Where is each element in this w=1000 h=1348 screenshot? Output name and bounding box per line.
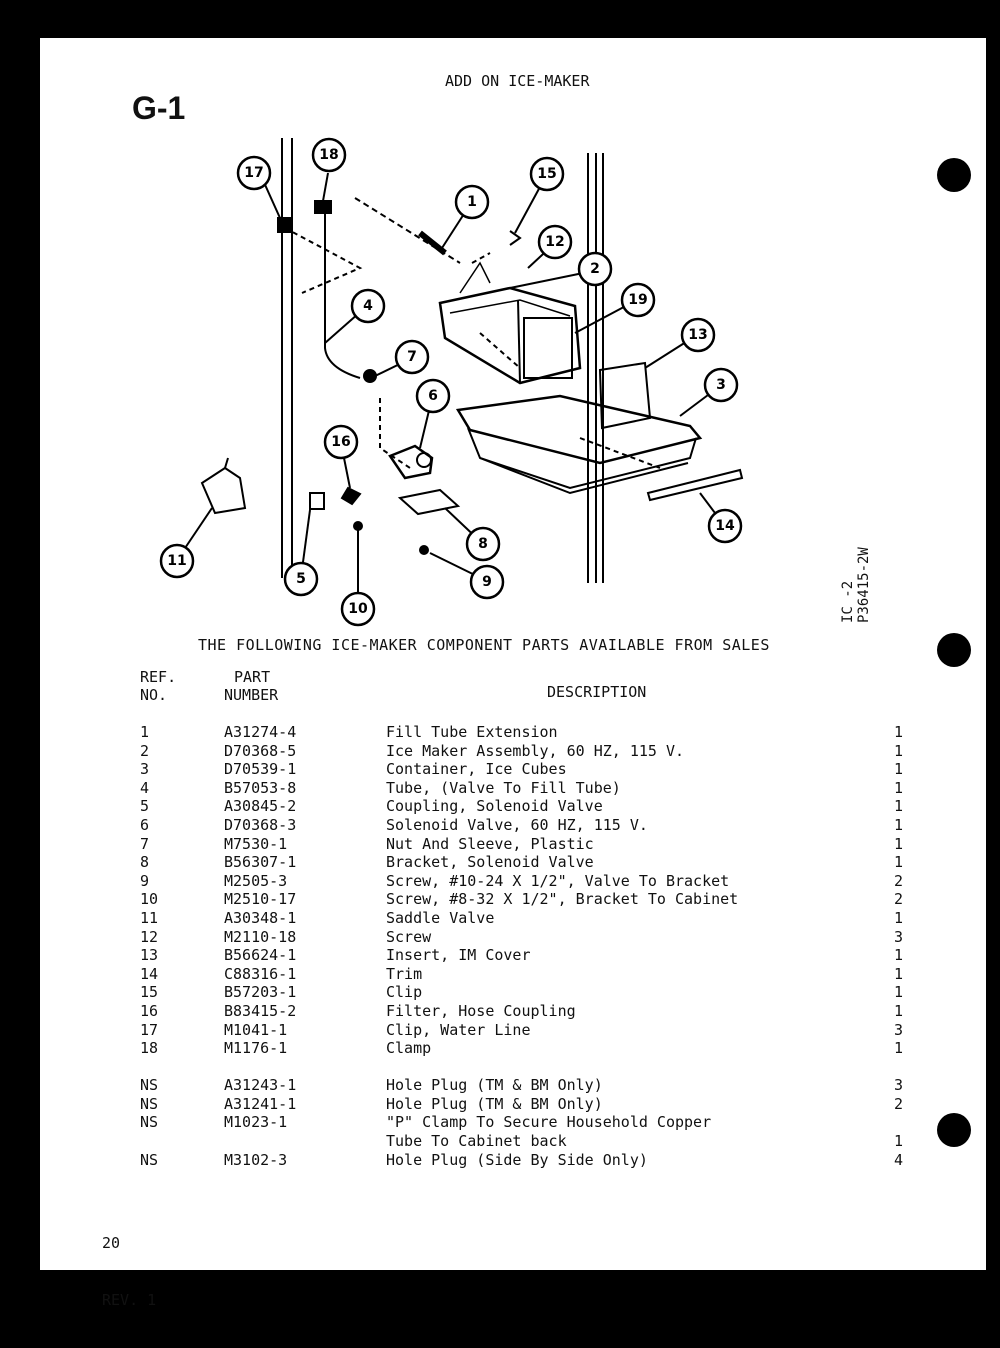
binder-hole-middle: [937, 633, 971, 667]
ref-cell: 2: [140, 741, 150, 760]
part-number-cell: M3102-3: [224, 1150, 288, 1169]
table-row: [140, 723, 914, 742]
table-row-ns: [140, 1132, 914, 1151]
table-row: [140, 965, 914, 984]
ref-cell: 4: [140, 778, 150, 797]
part-number-cell: D70368-3: [224, 815, 297, 834]
description-cell: Solenoid Valve, 60 HZ, 115 V.: [386, 815, 648, 834]
callout-11: [161, 545, 193, 577]
svg-text:1: 1: [467, 194, 477, 210]
description-cell: Nut And Sleeve, Plastic: [386, 834, 594, 853]
header-ref-line1: REF.: [140, 668, 177, 686]
quantity-cell: 1: [894, 1001, 904, 1020]
callout-5: [285, 563, 317, 595]
part-number-cell: M2505-3: [224, 871, 288, 890]
table-row: [140, 1021, 914, 1040]
quantity-cell: 4: [894, 1150, 904, 1169]
description-cell: Clip: [386, 983, 423, 1002]
svg-text:2: 2: [590, 261, 600, 277]
part-number-cell: M2110-18: [224, 927, 297, 946]
svg-text:10: 10: [348, 601, 368, 617]
table-row: [140, 779, 914, 798]
part-number-cell: B57053-8: [224, 778, 297, 797]
description-cell: Clamp: [386, 1039, 432, 1058]
ref-cell: 7: [140, 834, 150, 853]
quantity-cell: 1: [894, 723, 904, 741]
quantity-cell: 2: [894, 1094, 904, 1113]
page-footer: [102, 1196, 156, 1348]
part-number-cell: A30845-2: [224, 797, 297, 816]
description-cell: Hole Plug (TM & BM Only): [386, 1094, 603, 1113]
callout-8: [467, 528, 499, 560]
quantity-cell: 1: [894, 908, 904, 927]
table-row: [140, 983, 914, 1002]
description-cell: Screw: [386, 927, 432, 946]
description-cell: Container, Ice Cubes: [386, 760, 567, 779]
ref-cell: [140, 1132, 224, 1151]
table-row-ns: [140, 1076, 914, 1095]
callout-9: [471, 566, 503, 598]
description-cell: Bracket, Solenoid Valve: [386, 853, 594, 872]
callout-6: [417, 380, 449, 412]
quantity-cell: 1: [894, 797, 904, 816]
ref-cell: NS: [140, 1150, 159, 1169]
part-number-cell: D70539-1: [224, 760, 297, 779]
description-cell: Tube To Cabinet back: [386, 1132, 567, 1151]
part-number-cell: A31274-4: [224, 723, 297, 741]
callout-16: [325, 426, 357, 458]
callout-15: [531, 158, 563, 190]
part-number-cell: D70368-5: [224, 741, 297, 760]
ref-cell: 9: [140, 871, 150, 890]
side-code-line-1: IC -2: [840, 580, 856, 623]
callout-17: [238, 157, 270, 189]
callout-2: [579, 253, 611, 285]
part-number-cell: M1023-1: [224, 1113, 288, 1132]
table-row: [140, 1039, 914, 1058]
part-number-cell: B56624-1: [224, 946, 297, 965]
table-row: [140, 797, 914, 816]
svg-text:9: 9: [482, 574, 492, 590]
quantity-cell: 1: [894, 741, 904, 760]
svg-text:8: 8: [478, 536, 488, 552]
part-number-cell: M7530-1: [224, 834, 288, 853]
svg-text:11: 11: [167, 553, 187, 569]
quantity-cell: 1: [894, 1039, 904, 1058]
table-row: [140, 1002, 914, 1021]
table-row: [140, 835, 914, 854]
ref-cell: 15: [140, 983, 159, 1002]
table-row-ns: [140, 1151, 914, 1170]
table-row: [140, 890, 914, 909]
description-cell: Clip, Water Line: [386, 1020, 531, 1039]
ref-cell: 10: [140, 890, 159, 909]
part-number-cell: M2510-17: [224, 890, 297, 909]
table-spacer: [140, 1058, 914, 1077]
ref-cell: 18: [140, 1039, 159, 1058]
part-number-cell: C88316-1: [224, 964, 297, 983]
ref-cell: 6: [140, 815, 150, 834]
side-code-line-2: P36415-2W: [856, 547, 872, 623]
ref-cell: 1: [140, 723, 150, 741]
page-title: ADD ON ICE-MAKER: [445, 72, 590, 90]
callout-12: [539, 226, 571, 258]
table-row-ns: [140, 1113, 914, 1132]
quantity-cell: 1: [894, 946, 904, 965]
table-row: [140, 760, 914, 779]
part-number-cell: A30348-1: [224, 908, 297, 927]
svg-text:15: 15: [537, 166, 557, 182]
table-row-ns: [140, 1095, 914, 1114]
catalog-page: [40, 38, 986, 1309]
svg-text:14: 14: [715, 518, 735, 534]
header-ref-line2: NO.: [140, 686, 168, 704]
description-cell: Hole Plug (TM & BM Only): [386, 1076, 603, 1095]
ref-cell: 11: [140, 908, 159, 927]
ref-cell: 16: [140, 1001, 159, 1020]
quantity-cell: 1: [894, 1132, 904, 1151]
binder-hole-bottom: [937, 1113, 971, 1147]
callout-13: [682, 319, 714, 351]
ref-cell: NS: [140, 1113, 159, 1132]
quantity-cell: 1: [894, 983, 904, 1002]
header-description: DESCRIPTION: [547, 683, 647, 701]
quantity-cell: 1: [894, 964, 904, 983]
svg-text:16: 16: [331, 434, 351, 450]
quantity-cell: 1: [894, 778, 904, 797]
callout-1: [456, 186, 488, 218]
svg-text:3: 3: [716, 377, 726, 393]
ref-cell: 8: [140, 853, 150, 872]
binder-hole-top: [937, 158, 971, 192]
header-part-line2: NUMBER: [224, 686, 279, 704]
table-row: [140, 742, 914, 761]
table-row: [140, 946, 914, 965]
svg-text:12: 12: [545, 234, 565, 250]
callout-4: [352, 290, 384, 322]
part-number-cell: B57203-1: [224, 983, 297, 1002]
svg-text:17: 17: [244, 165, 264, 181]
quantity-cell: 2: [894, 890, 904, 909]
page-number: 20: [102, 1234, 121, 1252]
svg-text:18: 18: [319, 147, 339, 163]
quantity-cell: 3: [894, 927, 904, 946]
callout-markers: [161, 139, 741, 625]
parts-heading: THE FOLLOWING ICE-MAKER COMPONENT PARTS AVAILABLE FROM SALES: [198, 636, 770, 654]
description-cell: Ice Maker Assembly, 60 HZ, 115 V.: [386, 741, 685, 760]
quantity-cell: 1: [894, 853, 904, 872]
quantity-cell: 3: [894, 1020, 904, 1039]
ref-cell: 12: [140, 927, 159, 946]
svg-text:19: 19: [628, 292, 648, 308]
table-row: [140, 853, 914, 872]
part-number-cell: B83415-2: [224, 1001, 297, 1020]
callout-19: [622, 284, 654, 316]
callout-14: [709, 510, 741, 542]
quantity-cell: 2: [894, 871, 904, 890]
quantity-cell: 3: [894, 1076, 904, 1095]
header-part-line1: PART: [234, 668, 271, 686]
ref-cell: 17: [140, 1020, 159, 1039]
ref-cell: 14: [140, 964, 159, 983]
part-number-cell: B56307-1: [224, 853, 297, 872]
part-number-cell: M1041-1: [224, 1020, 288, 1039]
table-row: [140, 909, 914, 928]
revision-label: REV. 1: [102, 1291, 157, 1309]
side-document-code: [840, 547, 872, 623]
table-row: [140, 872, 914, 891]
ref-cell: NS: [140, 1094, 159, 1113]
ref-cell: 13: [140, 946, 159, 965]
table-row: [140, 816, 914, 835]
callout-3: [705, 369, 737, 401]
ref-cell: NS: [140, 1076, 159, 1095]
svg-text:4: 4: [363, 298, 373, 314]
table-row: [140, 928, 914, 947]
callout-18: [313, 139, 345, 171]
part-number-cell: M1176-1: [224, 1039, 288, 1058]
section-label: G-1: [132, 90, 186, 126]
description-cell: Saddle Valve: [386, 908, 495, 927]
description-cell: Insert, IM Cover: [386, 946, 531, 965]
svg-text:13: 13: [688, 327, 708, 343]
callout-10: [342, 593, 374, 625]
description-cell: Trim: [386, 964, 423, 983]
quantity-cell: 1: [894, 834, 904, 853]
svg-text:5: 5: [296, 571, 306, 587]
ref-cell: 3: [140, 760, 150, 779]
part-number-cell: A31241-1: [224, 1094, 297, 1113]
description-cell: Screw, #10-24 X 1/2", Valve To Bracket: [386, 871, 730, 890]
svg-text:6: 6: [428, 388, 438, 404]
description-cell: Tube, (Valve To Fill Tube): [386, 778, 621, 797]
part-number-cell: [224, 1132, 386, 1151]
quantity-cell: 1: [894, 760, 904, 779]
part-number-cell: A31243-1: [224, 1076, 297, 1095]
description-cell: "P" Clamp To Secure Household Copper: [386, 1113, 712, 1132]
quantity-cell: 1: [894, 815, 904, 834]
description-cell: Screw, #8-32 X 1/2", Bracket To Cabinet: [386, 890, 739, 909]
quantity-cell: [894, 1113, 914, 1132]
callout-7: [396, 341, 428, 373]
description-cell: Fill Tube Extension: [386, 723, 558, 741]
svg-text:7: 7: [407, 349, 417, 365]
parts-table: [140, 723, 914, 1169]
description-cell: Filter, Hose Coupling: [386, 1001, 576, 1020]
description-cell: Hole Plug (Side By Side Only): [386, 1150, 648, 1169]
ref-cell: 5: [140, 797, 150, 816]
description-cell: Coupling, Solenoid Valve: [386, 797, 603, 816]
